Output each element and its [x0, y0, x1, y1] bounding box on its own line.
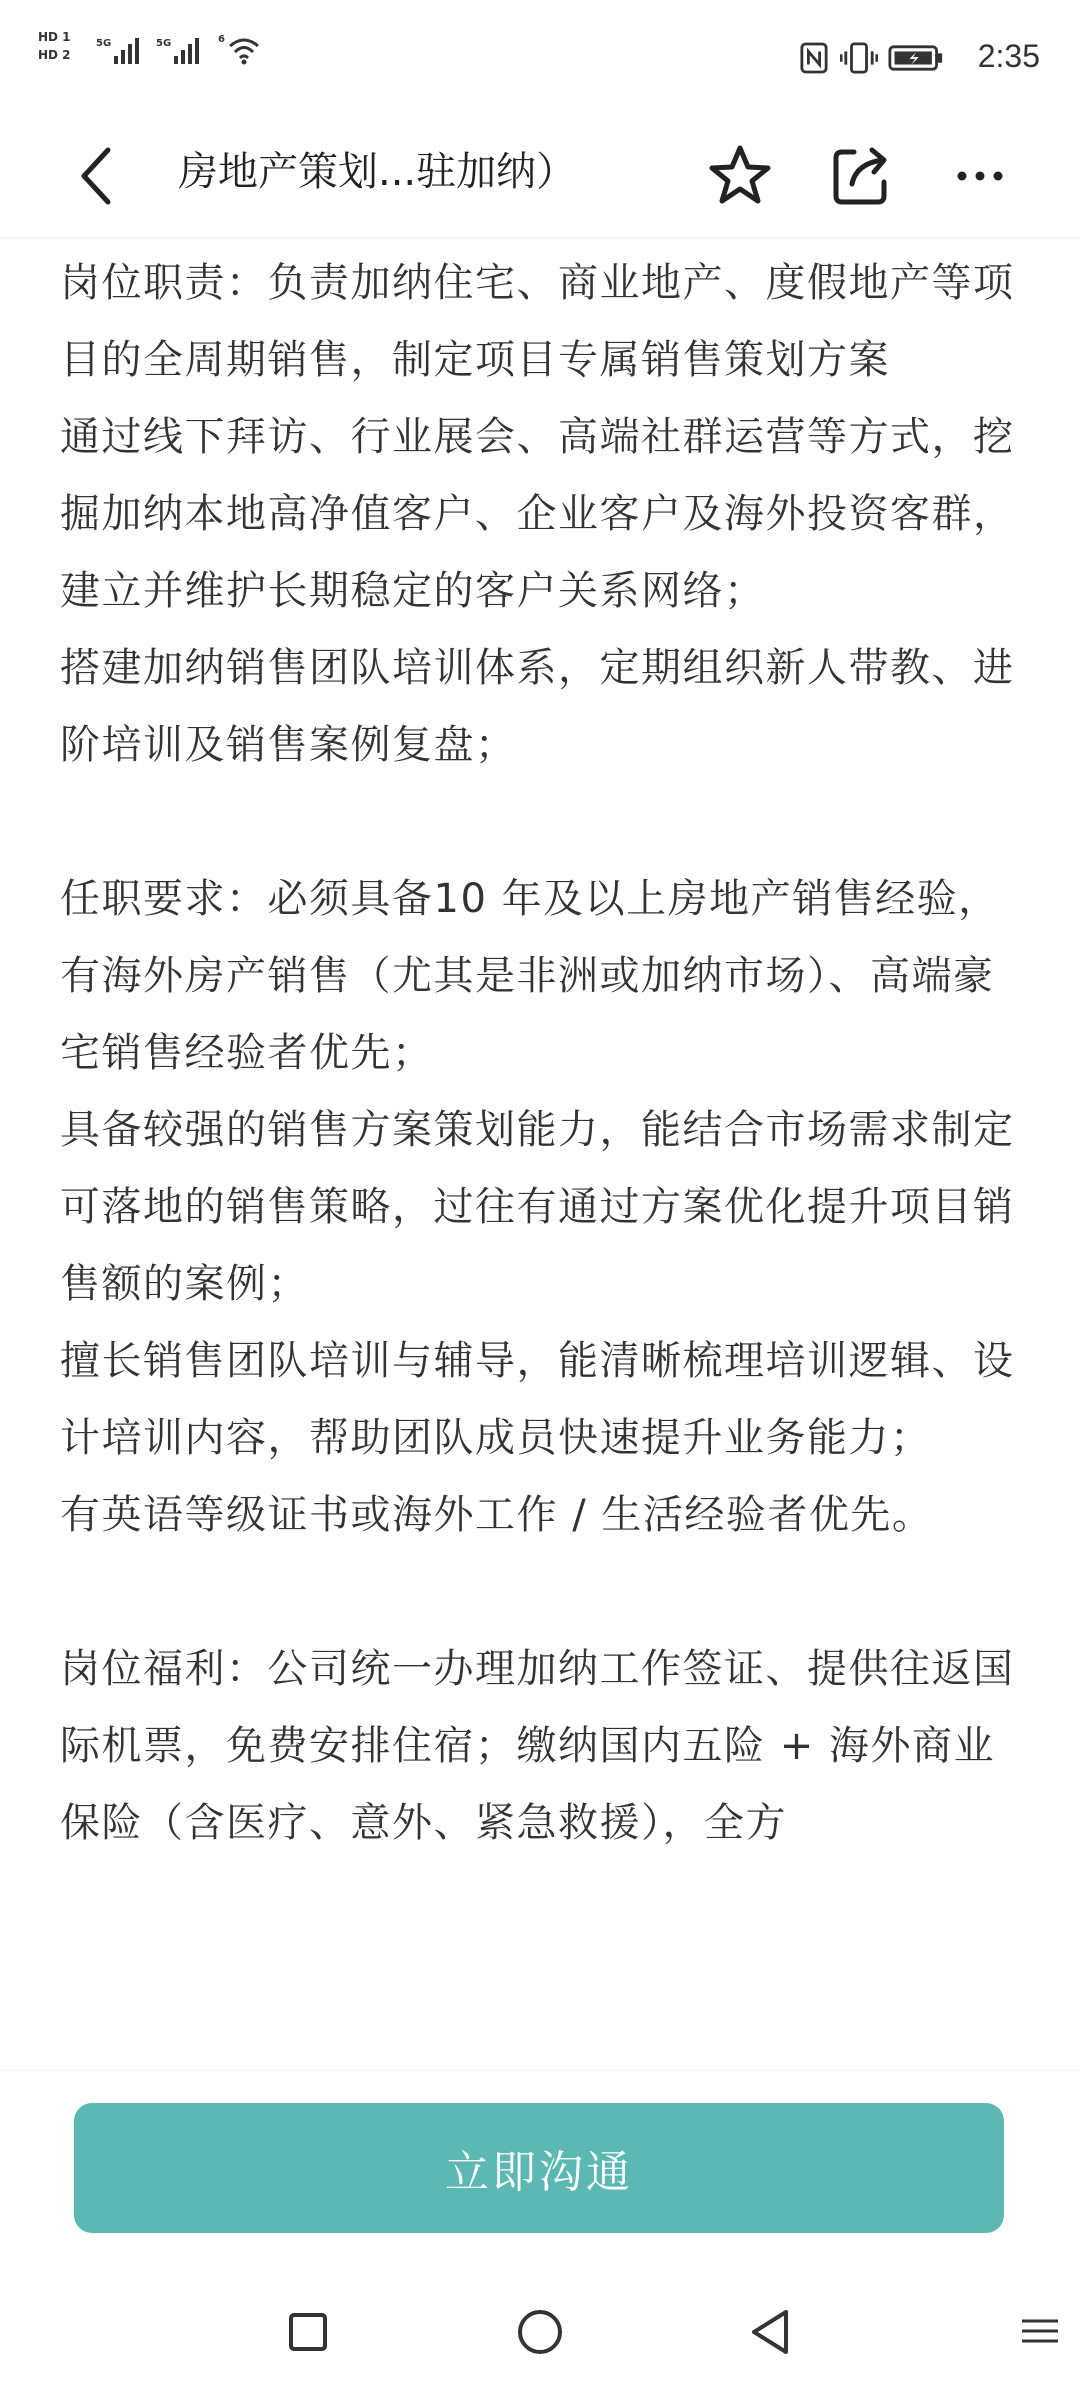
requirement-paragraph-4: 有英语等级证书或海外工作 / 生活经验者优先。	[60, 1492, 934, 1538]
sim2-indicator: HD 2	[38, 48, 71, 62]
nfc-icon	[800, 42, 828, 74]
home-button[interactable]	[500, 2292, 580, 2372]
recent-apps-icon	[268, 2292, 348, 2372]
requirement-paragraph-3: 擅长销售团队培训与辅导，能清晰梳理培训逻辑、设计培训内容，帮助团队成员快速提升业务能力；	[60, 1338, 1015, 1461]
chat-now-button[interactable]: 立即沟通	[74, 2103, 1004, 2233]
status-right	[800, 34, 1040, 82]
wifi-icon	[226, 34, 262, 66]
recent-apps-button[interactable]	[268, 2292, 348, 2372]
system-nav-bar	[0, 2270, 1080, 2400]
wifi-generation: 6	[218, 34, 225, 45]
network-type-1: 5G	[96, 38, 112, 49]
more-button[interactable]	[940, 136, 1020, 216]
nav-menu-button[interactable]	[1020, 2316, 1060, 2346]
signal-bars-icon	[172, 34, 202, 66]
bottom-action-bar	[0, 2070, 1080, 2271]
share-icon	[820, 136, 900, 216]
requirement-paragraph-2: 具备较强的销售方案策划能力，能结合市场需求制定可落地的销售策略，过往有通过方案优化提升项目销售额的案例；	[60, 1107, 1015, 1307]
network-type-2: 5G	[156, 38, 172, 49]
back-button[interactable]	[60, 136, 130, 216]
job-description[interactable]	[60, 240, 1020, 2070]
sim-indicators	[38, 30, 86, 66]
duty-paragraph-1: 岗位职责：负责加纳住宅、商业地产、度假地产等项目的全周期销售，制定项目专属销售策划方案	[60, 260, 1015, 383]
vibrate-icon	[840, 42, 878, 74]
sim1-indicator: HD 1	[38, 30, 71, 44]
favorite-button[interactable]	[700, 136, 780, 216]
clock: 2:35	[977, 38, 1040, 74]
section-gap	[60, 784, 1020, 861]
back-icon	[730, 2292, 810, 2372]
app-header	[0, 120, 1080, 239]
duty-paragraph-3: 搭建加纳销售团队培训体系，定期组织新人带教、进阶培训及销售案例复盘；	[60, 645, 1015, 768]
benefit-paragraph-1: 岗位福利：公司统一办理加纳工作签证、提供往返国际机票，免费安排住宿；缴纳国内五险 + 海外商业保险（含医疗、意外、紧急救援），全方	[60, 1646, 1015, 1846]
star-icon	[700, 136, 780, 216]
battery-charging-icon	[888, 44, 944, 72]
section-gap	[60, 1554, 1020, 1631]
nav-back-button[interactable]	[730, 2292, 810, 2372]
more-icon	[940, 136, 1020, 216]
back-chevron-icon	[60, 136, 130, 216]
signal-bars-icon	[112, 34, 142, 66]
page-title: 房地产策划...驻加纳）	[178, 149, 577, 195]
duty-paragraph-2: 通过线下拜访、行业展会、高端社群运营等方式，挖掘加纳本地高净值客户、企业客户及海外投资客群，建立并维护长期稳定的客户关系网络；	[60, 414, 1015, 614]
home-icon	[500, 2292, 580, 2372]
share-button[interactable]	[820, 136, 900, 216]
menu-icon	[1020, 2316, 1060, 2346]
requirement-paragraph-1: 任职要求：必须具备10 年及以上房地产销售经验，有海外房产销售（尤其是非洲或加纳市场）、高端豪宅销售经验者优先；	[60, 876, 1000, 1076]
status-bar	[0, 0, 1080, 120]
